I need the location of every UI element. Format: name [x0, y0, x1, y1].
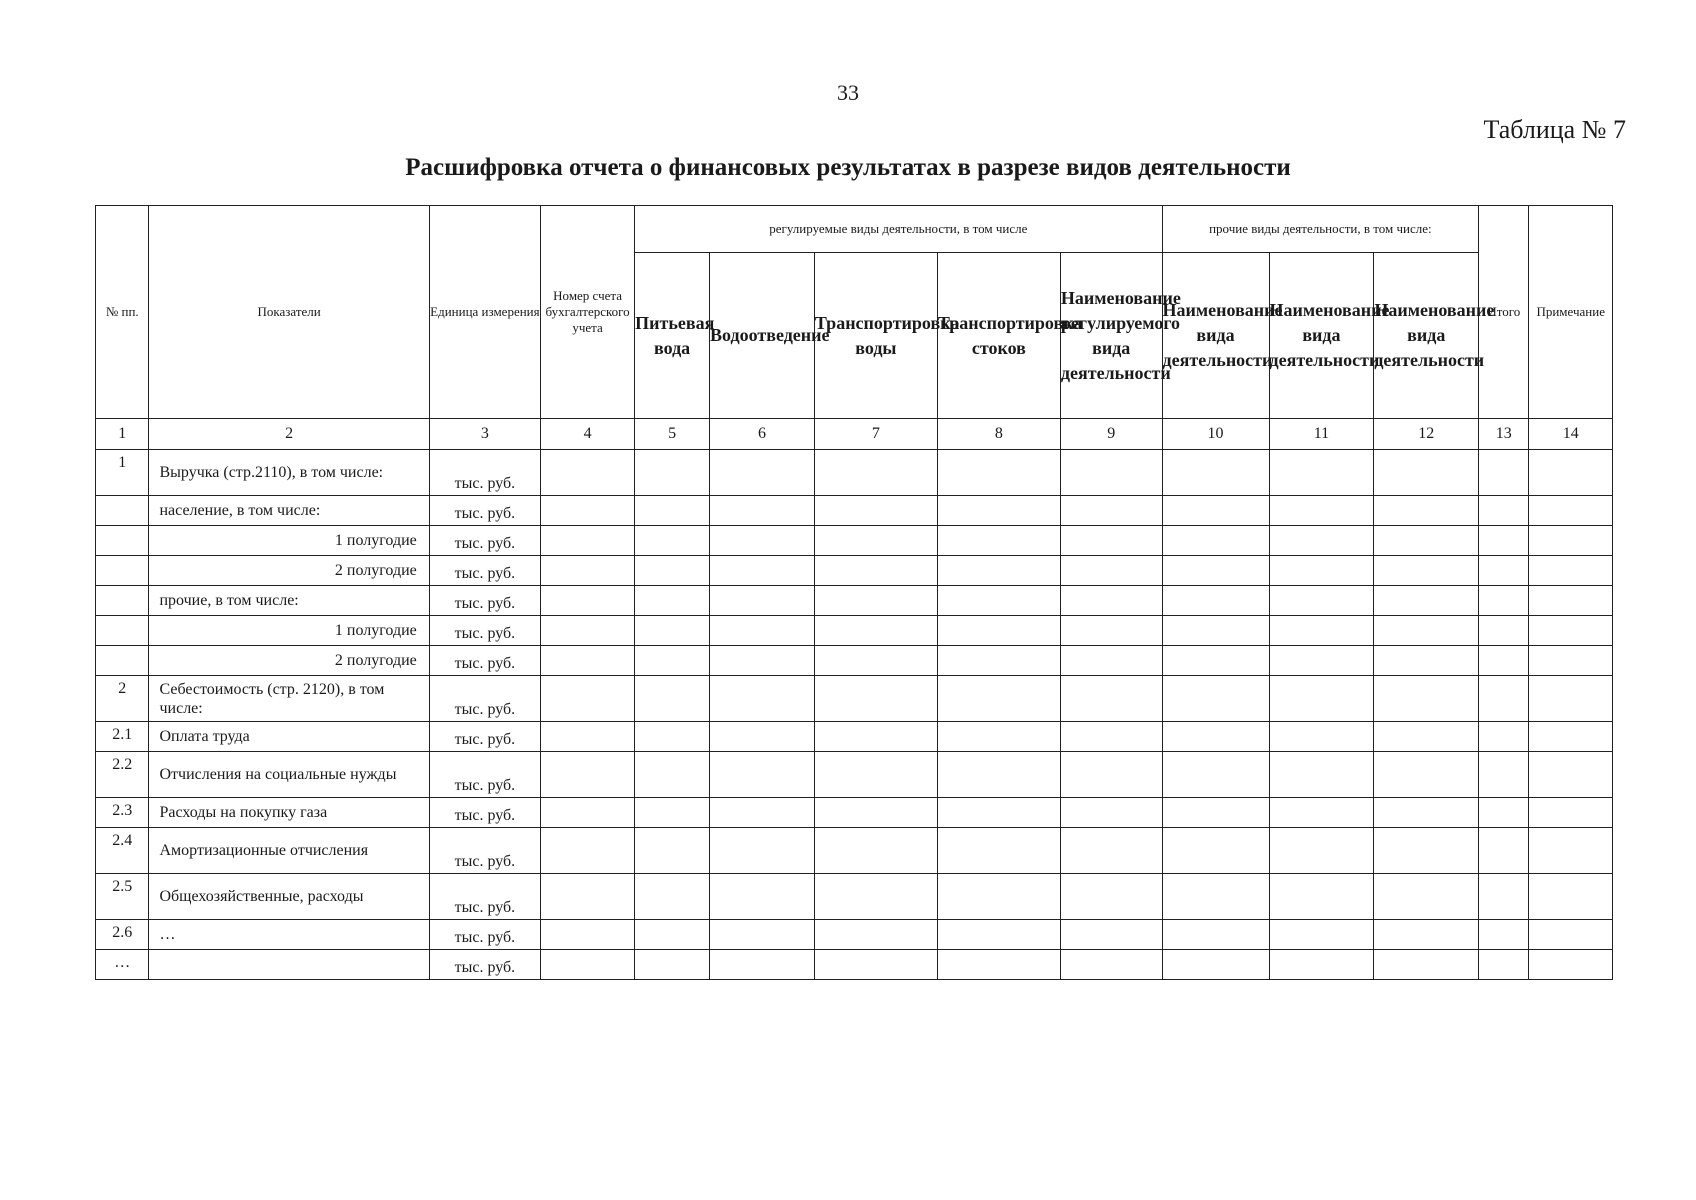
- value-cell: [1060, 828, 1162, 874]
- table-label: Таблица № 7: [1483, 115, 1626, 144]
- value-cell: [1162, 950, 1269, 980]
- value-cell: [1374, 752, 1479, 798]
- value-cell: [1269, 874, 1374, 920]
- unit-cell: тыс. руб.: [429, 798, 540, 828]
- table-row: [96, 752, 1613, 798]
- value-cell: [937, 556, 1060, 586]
- unit-cell: тыс. руб.: [429, 828, 540, 874]
- value-cell: [1060, 920, 1162, 950]
- value-cell: [1269, 752, 1374, 798]
- value-cell: [814, 676, 937, 722]
- value-cell: [937, 496, 1060, 526]
- row-number: 2.3: [96, 798, 149, 828]
- value-cell: [635, 616, 710, 646]
- value-cell: [1269, 450, 1374, 496]
- value-cell: [814, 828, 937, 874]
- value-cell: [937, 616, 1060, 646]
- table-row: [96, 920, 1613, 950]
- value-cell: [541, 496, 635, 526]
- value-cell: [635, 646, 710, 676]
- value-cell: [635, 950, 710, 980]
- value-cell: [814, 874, 937, 920]
- table-row: [96, 874, 1613, 920]
- value-cell: [710, 676, 815, 722]
- value-cell: [1374, 526, 1479, 556]
- value-cell: [1479, 676, 1529, 722]
- unit-cell: тыс. руб.: [429, 722, 540, 752]
- unit-cell: тыс. руб.: [429, 526, 540, 556]
- value-cell: [1479, 874, 1529, 920]
- value-cell: [541, 676, 635, 722]
- indicator-label: 1 полугодие: [149, 616, 429, 646]
- value-cell: [1479, 752, 1529, 798]
- value-cell: [1374, 950, 1479, 980]
- value-cell: [1374, 722, 1479, 752]
- indicator-label: 2 полугодие: [149, 556, 429, 586]
- value-cell: [814, 616, 937, 646]
- column-number: 13: [1479, 419, 1529, 450]
- value-cell: [1060, 722, 1162, 752]
- value-cell: [1060, 676, 1162, 722]
- row-number: [96, 586, 149, 616]
- value-cell: [1060, 874, 1162, 920]
- value-cell: [1162, 450, 1269, 496]
- value-cell: [814, 752, 937, 798]
- value-cell: [1529, 722, 1613, 752]
- value-cell: [710, 920, 815, 950]
- indicator-label: [149, 950, 429, 980]
- value-cell: [710, 798, 815, 828]
- unit-cell: тыс. руб.: [429, 586, 540, 616]
- document-title: Расшифровка отчета о финансовых результатах в разрезе видов деятельности: [405, 154, 1291, 181]
- value-cell: [710, 828, 815, 874]
- header-regulated-group: регулируемые виды деятельности, в том числе: [635, 206, 1162, 253]
- value-cell: [635, 752, 710, 798]
- value-cell: [1060, 752, 1162, 798]
- unit-cell: тыс. руб.: [429, 556, 540, 586]
- indicator-label: Отчисления на социальные нужды: [149, 752, 429, 798]
- value-cell: [1269, 676, 1374, 722]
- table-row: [96, 950, 1613, 980]
- value-cell: [1269, 586, 1374, 616]
- value-cell: [541, 616, 635, 646]
- value-cell: [710, 556, 815, 586]
- indicator-label: Амортизационные отчисления: [149, 828, 429, 874]
- value-cell: [1060, 526, 1162, 556]
- value-cell: [1162, 798, 1269, 828]
- value-cell: [1479, 496, 1529, 526]
- value-cell: [710, 526, 815, 556]
- value-cell: [541, 752, 635, 798]
- indicator-label: Общехозяйственные, расходы: [149, 874, 429, 920]
- column-number-row: [96, 419, 1613, 450]
- value-cell: [814, 556, 937, 586]
- unit-cell: тыс. руб.: [429, 920, 540, 950]
- value-cell: [541, 450, 635, 496]
- value-cell: [937, 752, 1060, 798]
- unit-cell: тыс. руб.: [429, 646, 540, 676]
- value-cell: [937, 646, 1060, 676]
- column-number: 10: [1162, 419, 1269, 450]
- value-cell: [937, 450, 1060, 496]
- indicator-label: Себестоимость (стр. 2120), в том числе:: [149, 676, 429, 722]
- header-sewage-transport: Транспортировка стоков: [937, 253, 1060, 419]
- value-cell: [937, 874, 1060, 920]
- value-cell: [1269, 556, 1374, 586]
- value-cell: [1162, 616, 1269, 646]
- value-cell: [1479, 950, 1529, 980]
- row-number: [96, 556, 149, 586]
- unit-cell: тыс. руб.: [429, 874, 540, 920]
- unit-cell: тыс. руб.: [429, 450, 540, 496]
- value-cell: [1479, 798, 1529, 828]
- value-cell: [1162, 676, 1269, 722]
- table-row: [96, 556, 1613, 586]
- value-cell: [1060, 798, 1162, 828]
- value-cell: [1479, 586, 1529, 616]
- report-body: [96, 450, 1613, 980]
- value-cell: [814, 496, 937, 526]
- value-cell: [1162, 722, 1269, 752]
- unit-cell: тыс. руб.: [429, 616, 540, 646]
- value-cell: [1529, 798, 1613, 828]
- column-number: 12: [1374, 419, 1479, 450]
- header-account: Номер счета бухгалтерского учета: [541, 206, 635, 419]
- value-cell: [814, 450, 937, 496]
- value-cell: [541, 586, 635, 616]
- row-number: [96, 616, 149, 646]
- row-number: [96, 526, 149, 556]
- value-cell: [635, 450, 710, 496]
- value-cell: [541, 874, 635, 920]
- value-cell: [1479, 450, 1529, 496]
- header-indicator: Показатели: [149, 206, 429, 419]
- value-cell: [1479, 828, 1529, 874]
- row-number: …: [96, 950, 149, 980]
- value-cell: [710, 874, 815, 920]
- value-cell: [814, 920, 937, 950]
- table-row: [96, 586, 1613, 616]
- value-cell: [1269, 646, 1374, 676]
- value-cell: [541, 798, 635, 828]
- value-cell: [1374, 798, 1479, 828]
- column-number: 4: [541, 419, 635, 450]
- row-number: 2.1: [96, 722, 149, 752]
- indicator-label: 2 полугодие: [149, 646, 429, 676]
- value-cell: [1529, 496, 1613, 526]
- column-number: 7: [814, 419, 937, 450]
- header-other-activity-name-3: Наименование вида деятельности: [1374, 253, 1479, 419]
- indicator-label: 1 полугодие: [149, 526, 429, 556]
- table-row: [96, 526, 1613, 556]
- table-row: [96, 722, 1613, 752]
- value-cell: [635, 874, 710, 920]
- unit-cell: тыс. руб.: [429, 752, 540, 798]
- header-total: Итого: [1479, 206, 1529, 419]
- indicator-label: Выручка (стр.2110), в том числе:: [149, 450, 429, 496]
- value-cell: [1479, 646, 1529, 676]
- value-cell: [635, 676, 710, 722]
- value-cell: [635, 526, 710, 556]
- value-cell: [1374, 556, 1479, 586]
- value-cell: [1269, 496, 1374, 526]
- value-cell: [541, 920, 635, 950]
- value-cell: [635, 798, 710, 828]
- column-number: 11: [1269, 419, 1374, 450]
- unit-cell: тыс. руб.: [429, 496, 540, 526]
- value-cell: [635, 586, 710, 616]
- column-number: 6: [710, 419, 815, 450]
- value-cell: [1529, 616, 1613, 646]
- header-other-activity-name-1: Наименование вида деятельности: [1162, 253, 1269, 419]
- value-cell: [1529, 752, 1613, 798]
- value-cell: [1374, 920, 1479, 950]
- value-cell: [937, 828, 1060, 874]
- value-cell: [1479, 616, 1529, 646]
- value-cell: [814, 798, 937, 828]
- row-number: [96, 646, 149, 676]
- value-cell: [541, 526, 635, 556]
- value-cell: [710, 586, 815, 616]
- value-cell: [1529, 874, 1613, 920]
- value-cell: [541, 828, 635, 874]
- indicator-label: …: [149, 920, 429, 950]
- unit-cell: тыс. руб.: [429, 950, 540, 980]
- row-number: 2.5: [96, 874, 149, 920]
- column-number: 8: [937, 419, 1060, 450]
- value-cell: [1529, 950, 1613, 980]
- value-cell: [541, 646, 635, 676]
- column-number: 1: [96, 419, 149, 450]
- value-cell: [1269, 950, 1374, 980]
- value-cell: [541, 556, 635, 586]
- value-cell: [937, 950, 1060, 980]
- value-cell: [1529, 556, 1613, 586]
- value-cell: [635, 828, 710, 874]
- column-number: 14: [1529, 419, 1613, 450]
- value-cell: [937, 676, 1060, 722]
- value-cell: [814, 722, 937, 752]
- value-cell: [635, 722, 710, 752]
- value-cell: [1269, 526, 1374, 556]
- value-cell: [814, 950, 937, 980]
- value-cell: [937, 586, 1060, 616]
- value-cell: [1162, 874, 1269, 920]
- value-cell: [1162, 526, 1269, 556]
- value-cell: [1162, 556, 1269, 586]
- value-cell: [1374, 874, 1479, 920]
- table-row: [96, 798, 1613, 828]
- table-row: [96, 828, 1613, 874]
- row-number: 1: [96, 450, 149, 496]
- table-row: [96, 646, 1613, 676]
- value-cell: [1529, 646, 1613, 676]
- value-cell: [1060, 950, 1162, 980]
- header-other-activity-name-2: Наименование вида деятельности: [1269, 253, 1374, 419]
- value-cell: [1269, 616, 1374, 646]
- value-cell: [1269, 920, 1374, 950]
- value-cell: [1529, 450, 1613, 496]
- value-cell: [1060, 586, 1162, 616]
- value-cell: [1374, 646, 1479, 676]
- value-cell: [1479, 526, 1529, 556]
- header-regulated-activity-name: Наименование регулируемого вида деятельности: [1060, 253, 1162, 419]
- indicator-label: прочие, в том числе:: [149, 586, 429, 616]
- header-no: № пп.: [96, 206, 149, 419]
- value-cell: [1374, 676, 1479, 722]
- value-cell: [1529, 920, 1613, 950]
- value-cell: [1374, 616, 1479, 646]
- header-water-transport: Транспортировка воды: [814, 253, 937, 419]
- column-number: 9: [1060, 419, 1162, 450]
- value-cell: [541, 950, 635, 980]
- header-other-group: прочие виды деятельности, в том числе:: [1162, 206, 1479, 253]
- value-cell: [1479, 556, 1529, 586]
- value-cell: [1162, 828, 1269, 874]
- header-unit: Единица измерения: [429, 206, 540, 419]
- header-note: Примечание: [1529, 206, 1613, 419]
- value-cell: [1529, 526, 1613, 556]
- row-number: [96, 496, 149, 526]
- value-cell: [1269, 828, 1374, 874]
- row-number: 2: [96, 676, 149, 722]
- table-row: [96, 676, 1613, 722]
- value-cell: [1529, 676, 1613, 722]
- value-cell: [1269, 798, 1374, 828]
- value-cell: [1060, 616, 1162, 646]
- value-cell: [814, 526, 937, 556]
- value-cell: [937, 920, 1060, 950]
- row-number: 2.6: [96, 920, 149, 950]
- value-cell: [710, 752, 815, 798]
- value-cell: [937, 526, 1060, 556]
- value-cell: [1479, 722, 1529, 752]
- value-cell: [1374, 450, 1479, 496]
- value-cell: [1060, 450, 1162, 496]
- value-cell: [710, 950, 815, 980]
- value-cell: [1374, 586, 1479, 616]
- unit-cell: тыс. руб.: [429, 676, 540, 722]
- indicator-label: Оплата труда: [149, 722, 429, 752]
- value-cell: [1162, 920, 1269, 950]
- value-cell: [635, 496, 710, 526]
- indicator-label: население, в том числе:: [149, 496, 429, 526]
- value-cell: [814, 646, 937, 676]
- table-row: [96, 496, 1613, 526]
- value-cell: [1162, 496, 1269, 526]
- value-cell: [1162, 646, 1269, 676]
- column-number: 5: [635, 419, 710, 450]
- value-cell: [710, 616, 815, 646]
- value-cell: [814, 586, 937, 616]
- value-cell: [1269, 722, 1374, 752]
- header-drainage: Водоотведение: [710, 253, 815, 419]
- value-cell: [1529, 586, 1613, 616]
- value-cell: [937, 798, 1060, 828]
- value-cell: [937, 722, 1060, 752]
- value-cell: [1162, 586, 1269, 616]
- row-number: 2.2: [96, 752, 149, 798]
- table-row: [96, 450, 1613, 496]
- value-cell: [710, 646, 815, 676]
- value-cell: [1529, 828, 1613, 874]
- value-cell: [1060, 646, 1162, 676]
- value-cell: [710, 722, 815, 752]
- column-number: 2: [149, 419, 429, 450]
- value-cell: [1162, 752, 1269, 798]
- report-table: [95, 205, 1613, 980]
- row-number: 2.4: [96, 828, 149, 874]
- value-cell: [1479, 920, 1529, 950]
- value-cell: [1060, 496, 1162, 526]
- header-drinking-water: Питьевая вода: [635, 253, 710, 419]
- value-cell: [635, 556, 710, 586]
- value-cell: [635, 920, 710, 950]
- value-cell: [1060, 556, 1162, 586]
- value-cell: [1374, 828, 1479, 874]
- value-cell: [1374, 496, 1479, 526]
- page-number: 33: [837, 80, 859, 105]
- value-cell: [541, 722, 635, 752]
- indicator-label: Расходы на покупку газа: [149, 798, 429, 828]
- value-cell: [710, 496, 815, 526]
- value-cell: [710, 450, 815, 496]
- column-number: 3: [429, 419, 540, 450]
- table-row: [96, 616, 1613, 646]
